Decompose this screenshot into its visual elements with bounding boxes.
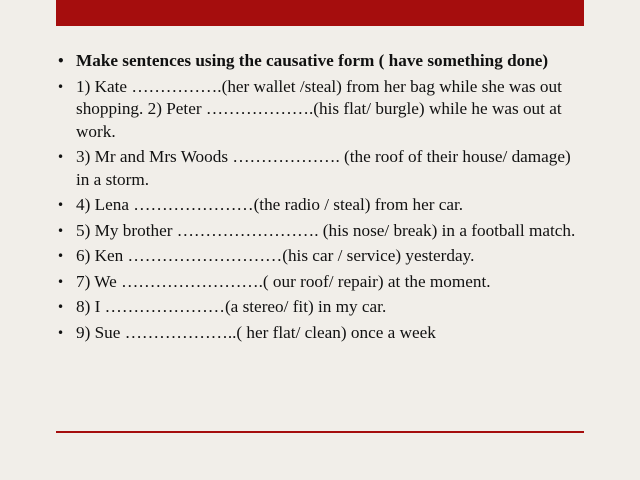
exercise-item-text: 4) Lena …………………(the radio / steal) from her car. [76,195,464,214]
exercise-item-3 [56,194,584,217]
exercise-item-text: 6) Ken ………………………(his car / service) yesterday. [76,246,475,265]
bottom-accent-line [56,431,584,433]
exercise-item-1 [56,76,584,144]
bullet-icon: • [57,54,65,68]
bullet-icon: • [57,223,65,238]
bullet-icon: • [57,198,65,212]
slide-content [56,50,584,347]
exercise-item-6 [56,271,584,294]
exercise-item-text: 7) We …………………….( our roof/ repair) at the moment. [76,271,491,291]
bullet-icon: • [57,325,65,340]
bullet-icon: • [57,79,65,94]
exercise-item-text: 9) Sue ………………..( her flat/ clean) once a week [76,322,436,342]
exercise-list [56,50,584,344]
exercise-item-7 [56,296,584,319]
exercise-item-2 [56,146,584,191]
exercise-item-text: 8) I …………………(a stereo/ fit) in my car. [76,297,387,316]
bullet-icon: • [57,274,65,289]
exercise-item-4 [56,220,584,243]
bullet-icon: • [57,249,65,263]
bullet-icon: • [57,150,65,164]
exercise-item-text: 1) Kate …………….(her wallet /steal) from her bag while she was out shopping. 2) Peter ……………….(his flat/ burgle) while he was out at work. [76,76,562,141]
exercise-item-8 [56,322,584,345]
exercise-heading [56,50,584,73]
top-accent-bar [56,0,584,26]
bullet-icon: • [57,300,65,314]
exercise-item-5 [56,245,584,268]
exercise-heading-text: Make sentences using the causative form ( have something done) [76,51,549,70]
exercise-item-text: 5) My brother ……………………. (his nose/ break) in a football match. [76,220,576,240]
exercise-item-text: 3) Mr and Mrs Woods ………………. (the roof of their house/ damage) in a storm. [76,147,571,189]
